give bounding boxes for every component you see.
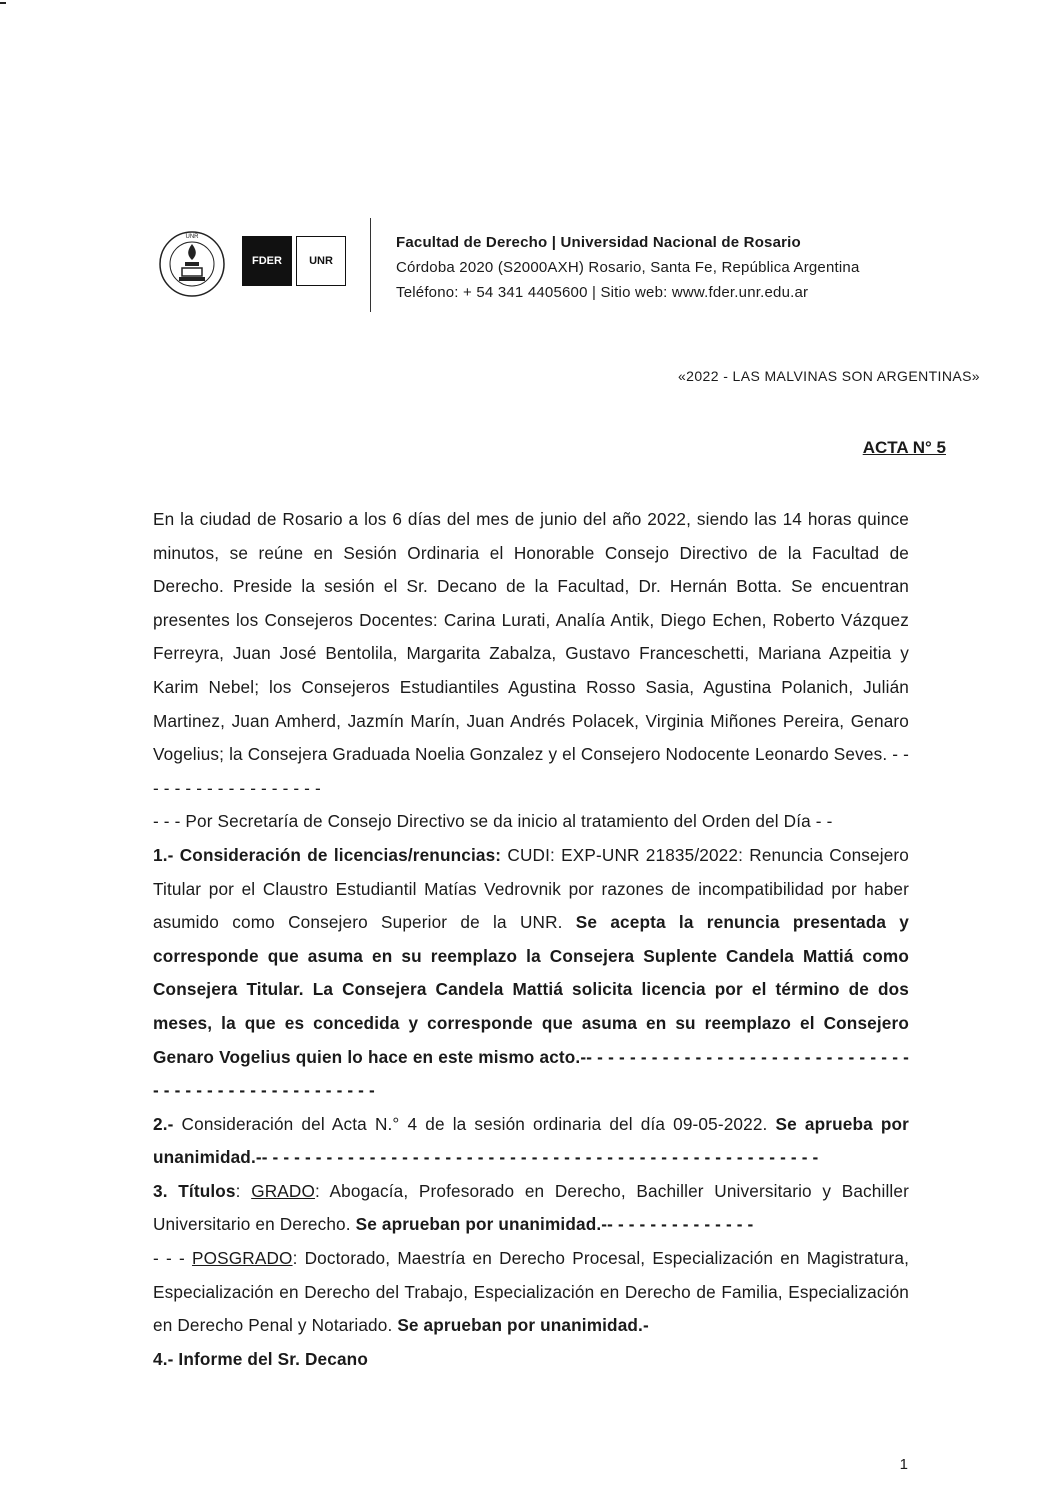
posgrado-label: POSGRADO [192,1248,293,1269]
item-3-grado: 3. Títulos: GRADO: Abogacía, Profesorado en Derecho, Bachiller Universitario y Bachiller Universitario en Derecho. Se aprueban por unanimidad.-- - - - - - - - - - - - - - [153,1180,909,1235]
institution-address: Córdoba 2020 (S2000AXH) Rosario, Santa Fe, República Argentina [396,259,860,276]
posgrado-resolution: Se aprueban por unanimidad.- [397,1315,649,1336]
item-4-heading: 4.- Informe del Sr. Decano [153,1348,368,1369]
dash-filler: - - - - - - - - - - - - - - - - - - - - - - - - - - - - - - - - - - - - - - - - - - - - - - - - - - - - [261,1147,819,1168]
item-1-resolution: Se acepta la renuncia presentada y corresponde que asuma en su reemplazo la Consejera Suplente Candela Mattiá como Consejera Titular. La Consejera Candela Mattiá solicita licencia por el término de dos meses, la que es concedida y corresponde que asuma en su reemplazo el Consejero Genaro Vogelius quien lo hace en este mismo acto.- [153,912,909,1067]
item-3-posgrado: - - - POSGRADO: Doctorado, Maestría en Derecho Procesal, Especialización en Magistratura, Especialización en Derecho del Trabajo, Especialización en Derecho de Familia, Especialización en Derecho Penal y Notariado. Se aprueban por unanimidad.- [153,1248,909,1336]
item-3-heading: 3. Títulos [153,1180,236,1201]
institution-contact: Teléfono: + 54 341 4405600 | Sitio web: www.fder.unr.edu.ar [396,284,809,301]
intro-paragraph: En la ciudad de Rosario a los 6 días del mes de junio del año 2022, siendo las 14 horas quince minutos, se reúne en Sesión Ordinaria el Honorable Consejo Directivo de la Facultad de Derecho. Preside la sesión el Sr. Decano de la Facultad, Dr. Hernán Botta. Se encuentran presentes los Consejeros Docentes: Carina Lurati, Analía Antik, Diego Echen, Roberto Vázquez Ferreyra, Juan José Bentolila, Margarita Zabalza, Gustavo Franceschetti, Mariana Azpeitia y Karim Nebel; los Consejeros Estudiantiles Agustina Rosso Sasia, Agustina Polanich, Julián Martinez, Juan Amherd, Jazmín Marín, Juan Andrés Polacek, Virginia Miñones Pereira, Genaro Vogelius; la Consejera Graduada Noelia Gonzalez y el Consejero Nodocente Leonardo Seves. - - - - - - - - - - - - - - - - - - [153,509,909,798]
item-1-heading: 1.- Consideración de licencias/renuncias: [153,844,502,865]
institution-info [396,230,860,305]
order-of-day-line: - - - Por Secretaría de Consejo Directivo se da inicio al tratamiento del Orden del Día - - [153,811,833,832]
scan-mark [0,2,6,4]
letterhead [150,216,910,316]
university-seal-icon [158,230,226,298]
dash-filler: - - - - - - - - - - - - - - [607,1214,754,1235]
unr-logo: UNR [296,236,346,286]
minutes-body [153,503,909,1376]
grado-resolution: Se aprueban por unanimidad.- [355,1214,608,1235]
grado-label: GRADO [251,1180,315,1201]
item-2-resolution: Se aprueba por unanimidad.- [153,1113,909,1168]
year-motto: «2022 - LAS MALVINAS SON ARGENTINAS» [677,368,980,384]
dash-filler: - - - - - - - - - - - - - - - - - - - - - - - - - - - - - - - - - - - - - - - - - - - - - - - - - - - [153,1046,909,1101]
fder-logo: FDER [242,236,292,286]
item-2-heading: 2.- [153,1113,174,1134]
document-title: ACTA N° 5 [862,438,946,457]
institution-name: Facultad de Derecho | Universidad Nacional de Rosario [396,234,801,251]
svg-text:UNR: UNR [185,234,199,240]
item-1: 1.- Consideración de licencias/renuncias: CUDI: EXP-UNR 21835/2022: Renuncia Consejero Titular por el Claustro Estudiantil Matías Vedrovnik por razones de incompatibilidad por haber asumido como Consejero Superior de la UNR. Se acepta la renuncia presentada y corresponde que asuma en su reemplazo la Consejera Suplente Candela Mattiá como Consejera Titular. La Consejera Candela Mattiá solicita licencia por el término de dos meses, la que es concedida y corresponde que asuma en su reemplazo el Consejero Genaro Vogelius quien lo hace en este mismo acto.-- - - - - - - - - - - - - - - - - - - - - - - - - - - - - - - - - - - - - - - - - - - - - - - - - - - [153,844,909,1101]
item-2: 2.- Consideración del Acta N.° 4 de la sesión ordinaria del día 09-05-2022. Se aprueba por unanimidad.-- - - - - - - - - - - - - - - - - - - - - - - - - - - - - - - - - - - - - - - - - - - - - - - - - - - - [153,1113,909,1168]
page-number: 1 [899,1456,908,1473]
dash-filler: - - - - - - - - - - - - - - - - - - [153,744,909,798]
header-divider [370,218,371,312]
